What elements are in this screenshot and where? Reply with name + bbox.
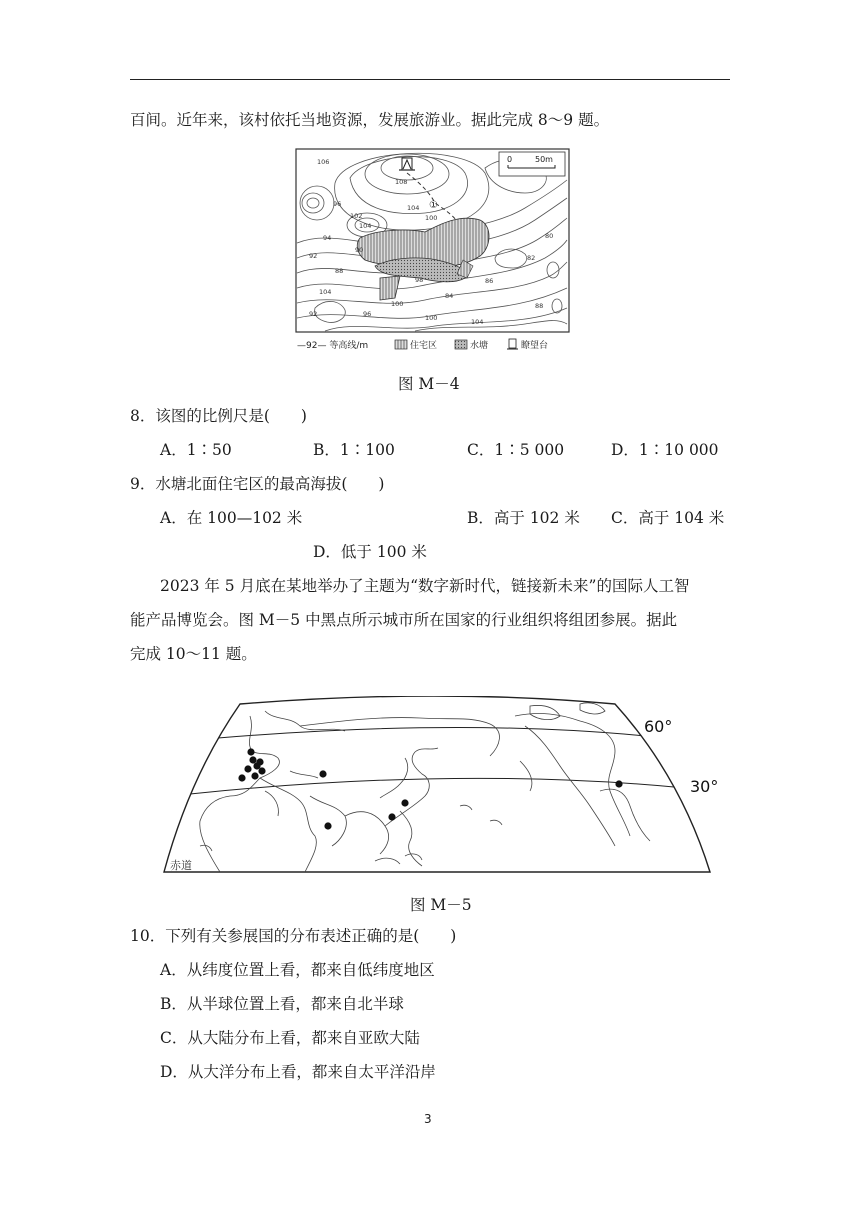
map-frame <box>164 696 710 872</box>
world-map <box>160 696 720 876</box>
q8-option-c: C．1∶5 000 <box>467 441 565 459</box>
figure-caption-m5: 图 M－5 <box>410 896 472 914</box>
passage-line-1: 2023 年 5 月底在某地举办了主题为“数字新时代，链接新未来”的国际人工智 <box>160 577 690 595</box>
city-dot <box>319 770 326 777</box>
svg-text:住宅区: 住宅区 <box>410 341 438 351</box>
svg-text:88: 88 <box>335 267 344 275</box>
page-number: 3 <box>424 1112 432 1126</box>
intro-text: 百间。近年来，该村依托当地资源，发展旅游业。据此完成 8～9 题。 <box>130 111 610 129</box>
svg-text:104: 104 <box>359 222 372 230</box>
svg-text:水塘: 水塘 <box>470 341 489 351</box>
city-dot <box>324 822 331 829</box>
svg-text:100: 100 <box>391 300 404 308</box>
svg-text:86: 86 <box>485 277 494 285</box>
svg-text:100: 100 <box>425 314 438 322</box>
city-dot <box>238 774 245 781</box>
point-label: ① <box>429 200 438 211</box>
q8-option-b: B．1∶100 <box>313 441 395 459</box>
svg-text:98: 98 <box>415 276 424 284</box>
svg-text:88: 88 <box>535 302 544 310</box>
svg-text:102: 102 <box>350 212 363 220</box>
svg-text:90: 90 <box>355 246 364 254</box>
q9-option-c: C．高于 104 米 <box>611 509 725 527</box>
q10-option-b: B．从半球位置上看，都来自北半球 <box>160 995 404 1013</box>
svg-text:108: 108 <box>395 178 408 186</box>
q8-option-a: A．1∶50 <box>160 441 232 459</box>
equator-label: 赤道 <box>170 859 192 872</box>
figure-caption-m4: 图 M－4 <box>398 375 460 393</box>
svg-text:—92— 等高线/m: —92— 等高线/m <box>297 341 369 351</box>
header-rule <box>130 79 730 80</box>
city-dot <box>388 813 395 820</box>
city-dot <box>615 780 622 787</box>
svg-text:104: 104 <box>319 288 332 296</box>
q10-option-a: A．从纬度位置上看，都来自低纬度地区 <box>160 961 435 979</box>
svg-text:80: 80 <box>545 232 554 240</box>
svg-text:100: 100 <box>425 214 438 222</box>
q10-option-c: C．从大陆分布上看，都来自亚欧大陆 <box>160 1029 420 1047</box>
q9-option-a: A．在 100—102 米 <box>160 509 303 527</box>
lat-60-label: 60° <box>644 717 673 736</box>
city-dot <box>258 767 265 774</box>
city-dot <box>247 748 254 755</box>
question-10-stem: 10．下列有关参展国的分布表述正确的是( ) <box>130 927 457 945</box>
svg-text:92: 92 <box>309 310 318 318</box>
city-dot <box>249 756 256 763</box>
svg-text:瞭望台: 瞭望台 <box>521 341 549 351</box>
svg-text:82: 82 <box>527 254 536 262</box>
svg-text:106: 106 <box>317 158 330 166</box>
question-8-stem: 8．该图的比例尺是( ) <box>130 407 307 425</box>
svg-text:92: 92 <box>309 252 318 260</box>
svg-text:104: 104 <box>407 204 420 212</box>
svg-text:50m: 50m <box>535 155 553 164</box>
passage-line-2: 能产品博览会。图 M－5 中黑点所示城市所在国家的行业组织将组团参展。据此 <box>130 611 678 629</box>
city-dot <box>256 758 263 765</box>
svg-text:0: 0 <box>507 155 513 164</box>
q9-option-b: B．高于 102 米 <box>467 509 580 527</box>
q9-option-d: D．低于 100 米 <box>313 543 427 561</box>
q10-option-d: D．从大洋分布上看，都来自太平洋沿岸 <box>160 1063 436 1081</box>
svg-text:96: 96 <box>363 310 372 318</box>
question-9-stem: 9．水塘北面住宅区的最高海拔( ) <box>130 475 385 493</box>
svg-text:104: 104 <box>471 318 484 326</box>
scale-bar <box>499 152 565 176</box>
city-dot <box>401 799 408 806</box>
passage-line-3: 完成 10～11 题。 <box>130 645 257 663</box>
svg-text:96: 96 <box>333 200 342 208</box>
q8-option-d: D．1∶10 000 <box>611 441 719 459</box>
contour-map <box>295 148 570 358</box>
svg-text:84: 84 <box>445 292 454 300</box>
map-legend <box>297 339 548 351</box>
city-dot <box>251 772 258 779</box>
lat-30-label: 30° <box>690 777 719 796</box>
city-dot <box>244 765 251 772</box>
svg-text:94: 94 <box>323 234 332 242</box>
